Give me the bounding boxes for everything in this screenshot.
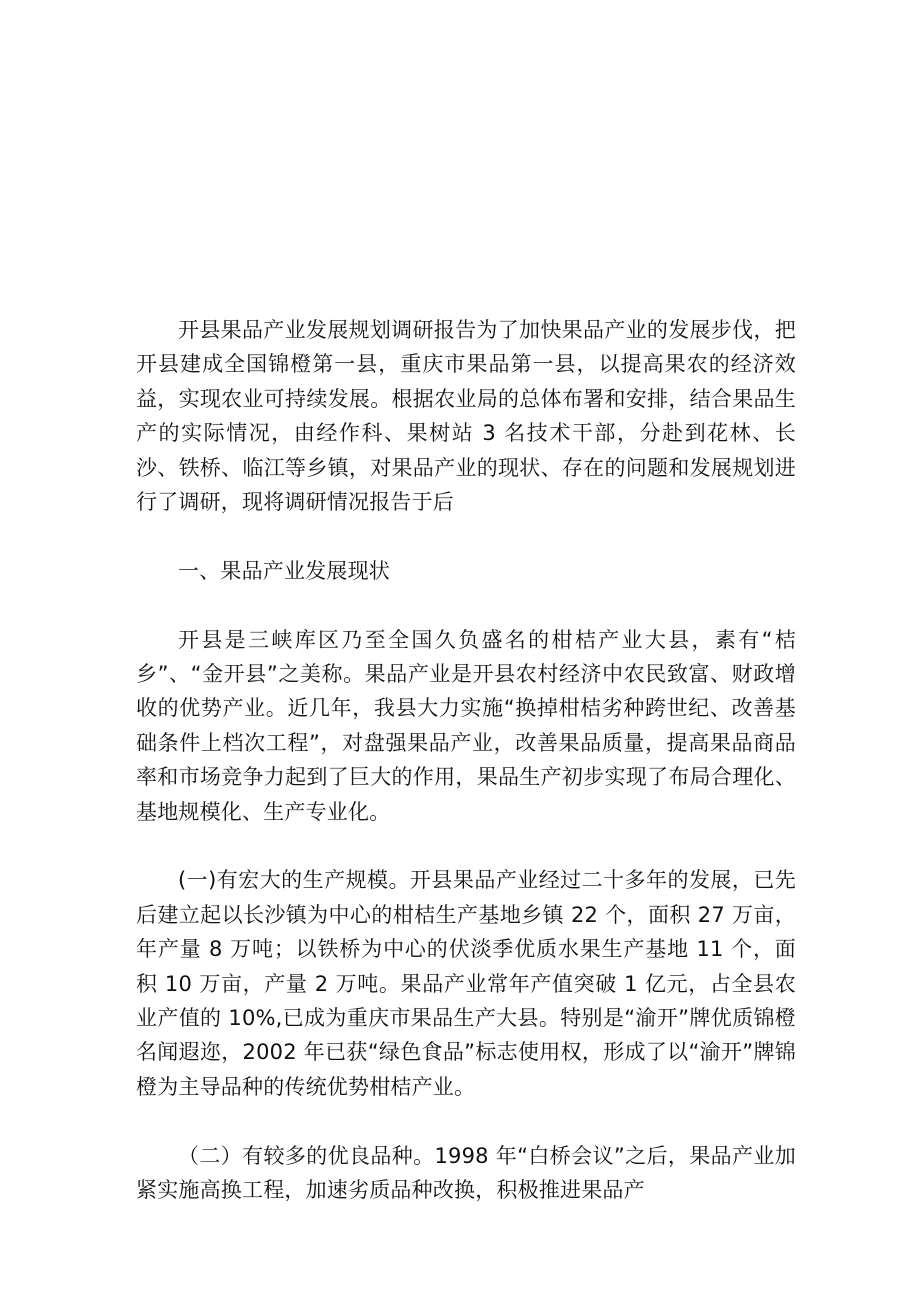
paragraph-overview: 开县是三峡库区乃至全国久负盛名的柑桔产业大县，素有“桔乡”、“金开县”之美称。果品产业是开县农村经济中农民致富、财政增收的优势产业。近几年，我县大力实施“换掉柑桔劣种跨世纪、改善基础条件上档次工程”，对盘强果品产业，改善果品质量，提高果品商品率和市场竞争力起到了巨大的作用，果品生产初步实现了布局合理化、基地规模化、生产专业化。 — [136, 627, 796, 824]
paragraph-intro: 开县果品产业发展规划调研报告为了加快果品产业的发展步伐，把开县建成全国锦橙第一县，重庆市果品第一县，以提高果农的经济效益，实现农业可持续发展。根据农业局的总体布署和安排，结合果品生产的实际情况，由经作科、果树站 3 名技术干部，分赴到花林、长沙、铁桥、临江等乡镇，对果品产业的现状、存在的问题和发展规划进行了调研，现将调研情况报告于后 — [136, 318, 796, 515]
paragraph-spacer — [136, 1104, 796, 1138]
section-heading: 一、果品产业发展现状 — [178, 558, 390, 583]
paragraph-spacer — [136, 519, 796, 553]
document-body — [136, 313, 796, 1208]
paragraph-scale: (一)有宏大的生产规模。开县果品产业经过二十多年的发展，已先后建立起以长沙镇为中心的柑桔生产基地乡镇 22 个，面积 27 万亩，年产量 8 万吨；以铁桥为中心的伏淡季优质水果生产基地 11 个，面积 10 万亩，产量 2 万吨。果品产业常年产值突破 1 亿元，占全县农业产值的 10%,已成为重庆市果品生产大县。特别是“渝开”牌优质锦橙名闻遐迩，2002 年已获“绿色食品”标志使用权，形成了以“渝开”牌锦橙为主导品种的传统优势柑桔产业。 — [136, 868, 796, 1099]
paragraph-spacer — [136, 588, 796, 622]
paragraph-varieties: （二）有较多的优良品种。1998 年“白桥会议”之后，果品产业加紧实施高换工程，加速劣质品种改换，积极推进果品产 — [136, 1143, 796, 1203]
paragraph-spacer — [136, 829, 796, 863]
